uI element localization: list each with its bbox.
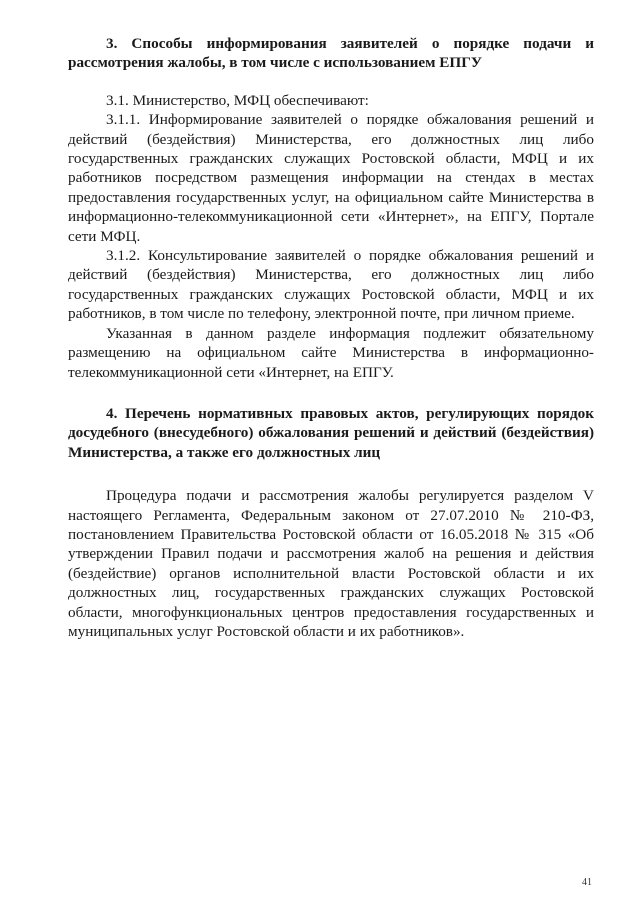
spacer <box>68 462 594 486</box>
section-3-1-2-paragraph: 3.1.2. Консультирование заявителей о порядке обжалования решений и действий (бездействия) Министерства, его должностных лиц либо государственных гражданских служащих Ростовской области, МФЦ и их работников, в том числе по телефону, электронной почте, при личном приеме. <box>68 247 594 323</box>
section-3-1-paragraph: 3.1. Министерство, МФЦ обеспечивают: <box>106 91 369 109</box>
page-number: 41 <box>582 877 592 888</box>
section-3-1-1-paragraph: 3.1.1. Информирование заявителей о порядке обжалования решений и действий (бездействия) Министерства, его должностных лиц либо государственных гражданских служащих Ростовской области, МФЦ и их работников посредством размещения информации на стендах в местах предоставления государственных услуг, на официальном сайте Министерства в информационно-телекоммуникационной сети «Интернет», на ЕПГУ, Портале сети МФЦ. <box>68 111 594 245</box>
section-4-heading: 4. Перечень нормативных правовых актов, регулирующих порядок досудебного (внесудебного) обжалования решений и действий (бездействия) Министерства, а также его должностных лиц <box>68 404 594 461</box>
section-3-note-paragraph: Указанная в данном разделе информация подлежит обязательному размещению на официальном сайте Министерства в информационно-телекоммуникационной сети «Интернет, на ЕПГУ. <box>68 324 594 381</box>
section-4-paragraph: Процедура подачи и рассмотрения жалобы регулируется разделом V настоящего Регламента, Федеральным законом от 27.07.2010 № 210-ФЗ, постановлением Правительства Ростовской области от 16.05.2018 № 315 «Об утверждении Правил подачи и рассмотрения жалоб на решения и действия (бездействие) органов исполнительной власти Ростовской области и их должностных лиц, государственных гражданских служащих Ростовской области, многофункциональных центров предоставления государственных и муниципальных услуг Ростовской области и их работников». <box>68 487 594 640</box>
spacer <box>68 382 594 404</box>
section-3-heading: 3. Способы информирования заявителей о порядке подачи и рассмотрения жалобы, в том числе с использованием ЕПГУ <box>68 35 594 72</box>
spacer <box>68 73 594 91</box>
document-page <box>68 34 594 641</box>
